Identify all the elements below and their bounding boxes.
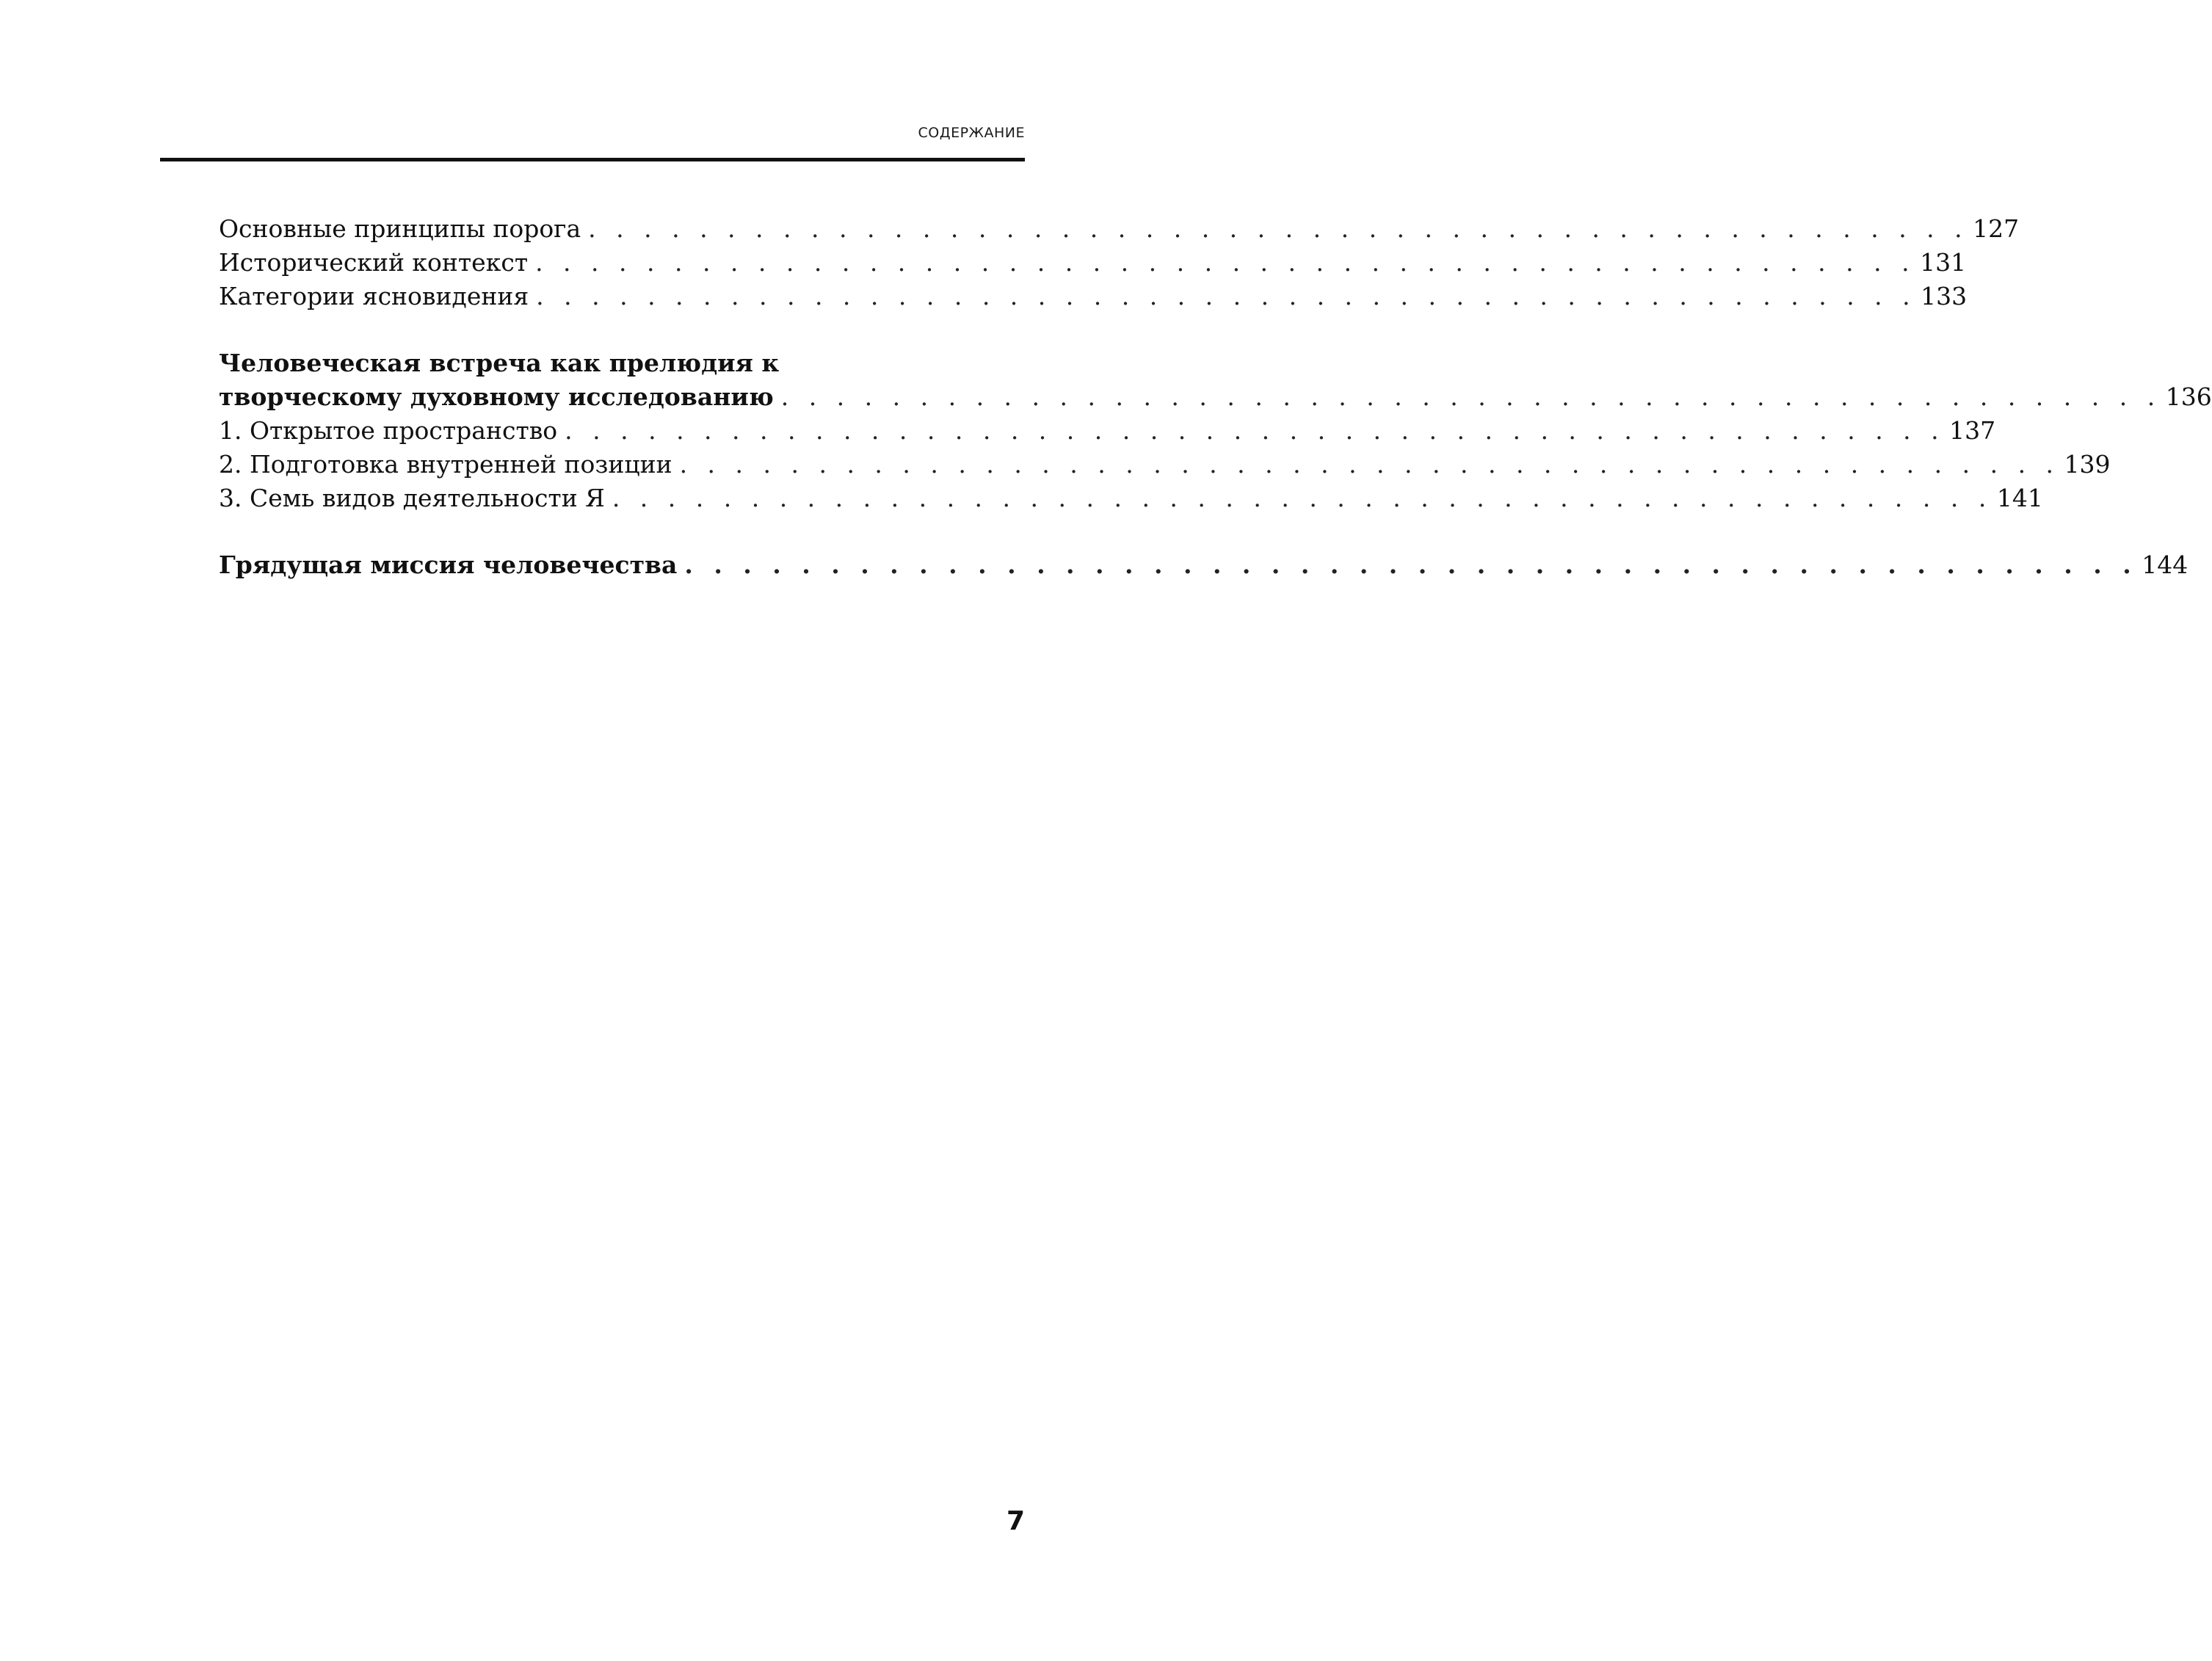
toc-entry-title: Исторический контекст	[219, 248, 529, 277]
toc-dot-leader: . . . . . . . . . . . . . . . . . . . . . . . . . . . . . . . . . . . . . . . . . . . . . . . . . .	[565, 416, 1946, 445]
toc-entry-title: творческому духовному исследованию	[219, 382, 774, 411]
toc-entry[interactable]	[219, 481, 2043, 515]
toc-entry-page: 139	[2064, 450, 2111, 479]
toc-entry-title: Категории ясновидения	[219, 282, 529, 310]
toc-dot-leader: . . . . . . . . . . . . . . . . . . . . . . . . . . . . . . . . . . . . . . . . . . . . . . . . . .	[535, 248, 1916, 277]
toc-entry-page: 141	[1996, 484, 2043, 512]
toc-group-human-encounter	[219, 346, 2212, 515]
header-rule	[160, 158, 1025, 161]
page-number: 7	[1006, 1506, 1025, 1536]
toc-entry-title: 3. Семь видов деятельности Я	[219, 484, 605, 512]
toc-entry-page: 131	[1920, 248, 1967, 277]
toc-dot-leader: . . . . . . . . . . . . . . . . . . . . . . . . . . . . . . . . . . . . . . . . . . . . . . . . . .	[612, 484, 1992, 512]
toc-group-future-mission	[219, 548, 2189, 582]
running-head: СОДЕРЖАНИЕ	[918, 125, 1025, 141]
toc-entry-page: 136	[2165, 382, 2212, 411]
toc-entry-title: 2. Подготовка внутренней позиции	[219, 450, 672, 479]
toc-entry-title: 1. Открытое пространство	[219, 416, 558, 445]
toc-section-heading[interactable]	[219, 380, 2212, 414]
toc-entry[interactable]	[219, 246, 1967, 280]
toc-section-heading[interactable]	[219, 548, 2189, 582]
toc-entry[interactable]	[219, 280, 1968, 313]
toc-entry-title: Основные принципы порога	[219, 214, 581, 243]
table-of-contents	[219, 212, 2212, 582]
toc-dot-leader: . . . . . . . . . . . . . . . . . . . . . . . . . . . . . . . . . . . . . . . . . . . . . . . . . .	[588, 214, 1969, 243]
toc-section-heading-line[interactable]: Человеческая встреча как прелюдия к	[219, 349, 780, 377]
toc-entry-page: 133	[1921, 282, 1968, 310]
toc-entry[interactable]	[219, 212, 2020, 246]
toc-entry[interactable]	[219, 448, 2111, 481]
toc-dot-leader: . . . . . . . . . . . . . . . . . . . . . . . . . . . . . . . . . . . . . . . . . . . . . . . . . .	[536, 282, 1917, 310]
toc-entry-page: 144	[2142, 550, 2189, 579]
toc-dot-leader: . . . . . . . . . . . . . . . . . . . . . . . . . . . . . . . . . . . . . . . . . . . . . . . . . .	[679, 450, 2060, 479]
toc-entry-page: 127	[1973, 214, 2020, 243]
toc-entry-page: 137	[1949, 416, 1996, 445]
toc-entry-title: Грядущая миссия человечества	[219, 550, 678, 579]
toc-dot-leader: . . . . . . . . . . . . . . . . . . . . . . . . . . . . . . . . . . . . . . . . . . . . . . . . . .	[684, 550, 2138, 579]
toc-dot-leader: . . . . . . . . . . . . . . . . . . . . . . . . . . . . . . . . . . . . . . . . . . . . . . . . . .	[780, 382, 2161, 411]
toc-entry[interactable]	[219, 414, 1996, 448]
toc-group-threshold	[219, 212, 2020, 313]
